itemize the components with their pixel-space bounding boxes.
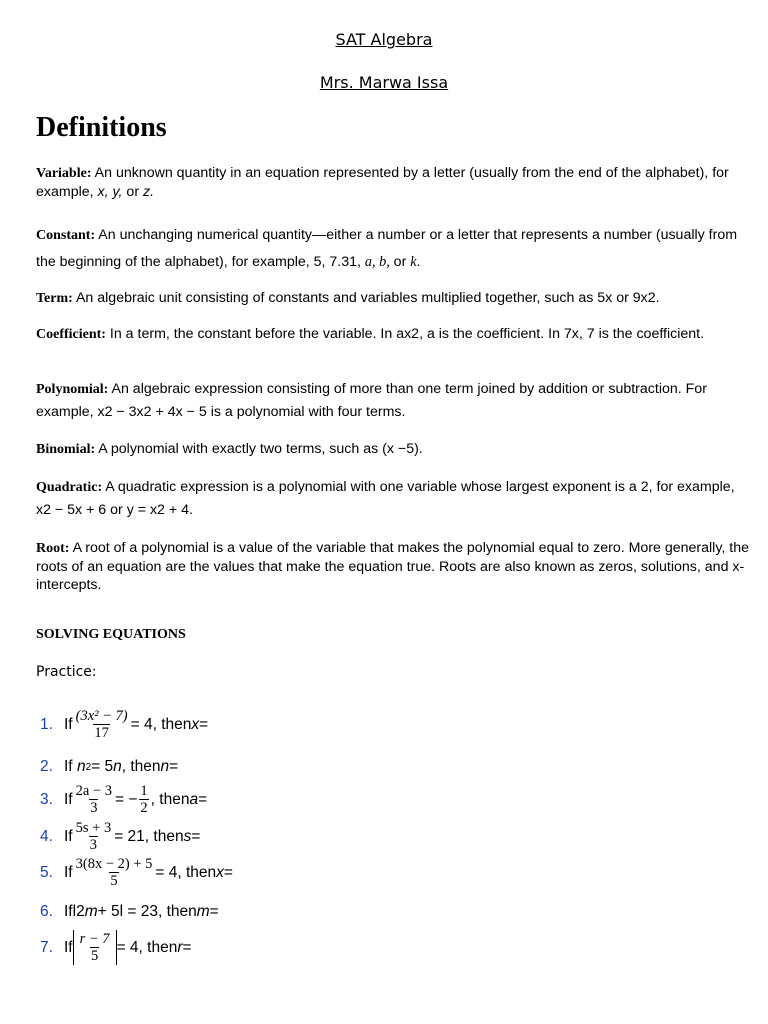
problem-number: 4. bbox=[40, 827, 53, 845]
practice-problem-2 bbox=[40, 758, 178, 776]
problem-variable: n bbox=[76, 758, 86, 775]
practice-problem-4 bbox=[40, 820, 200, 853]
problem-if: If bbox=[64, 938, 73, 956]
problem-variable: x bbox=[216, 863, 224, 881]
term-label: Coefficient: bbox=[36, 327, 106, 342]
fraction-denominator: 3 bbox=[89, 837, 98, 853]
problem-text: = 21, then bbox=[114, 827, 184, 845]
problem-text: = bbox=[199, 715, 209, 733]
definition-root bbox=[36, 539, 751, 594]
section-heading-solving-equations: SOLVING EQUATIONS bbox=[36, 627, 186, 642]
problem-text: = bbox=[191, 827, 201, 845]
term-label: Term: bbox=[36, 291, 73, 306]
fraction-denominator: 17 bbox=[94, 725, 109, 741]
problem-number: 1. bbox=[40, 715, 53, 733]
definition-polynomial bbox=[36, 378, 751, 424]
fraction-numerator: 1 bbox=[140, 783, 148, 799]
fraction-numerator: r − 7 bbox=[79, 931, 110, 947]
problem-variable: s bbox=[183, 827, 192, 845]
definition-example: x, y, bbox=[97, 184, 123, 200]
problem-variable: m bbox=[196, 903, 210, 920]
practice-problem-7 bbox=[40, 930, 192, 965]
problem-text: , then bbox=[121, 758, 161, 775]
section-heading-definitions: Definitions bbox=[36, 112, 167, 143]
problem-exponent: 2 bbox=[85, 761, 92, 773]
problem-variable: a bbox=[189, 790, 199, 808]
fraction bbox=[139, 783, 148, 816]
definition-text: A quadratic expression is a polynomial with one variable whose largest exponent is a 2, for example, x2 − 5x + 6 or y = x2 + 4. bbox=[36, 479, 735, 518]
problem-if: If bbox=[64, 903, 73, 920]
definition-example: a, b, bbox=[364, 254, 390, 270]
problem-text: = bbox=[209, 903, 219, 920]
practice-label: Practice: bbox=[36, 664, 97, 680]
definition-term bbox=[36, 289, 751, 308]
definition-binomial bbox=[36, 440, 751, 459]
problem-text: = bbox=[169, 758, 179, 775]
definition-coefficient bbox=[36, 325, 751, 344]
term-label: Constant: bbox=[36, 228, 96, 243]
problem-text: + 5l = 23, then bbox=[97, 903, 197, 920]
definition-text: or bbox=[122, 184, 143, 200]
fraction-denominator: 2 bbox=[140, 800, 148, 816]
fraction-denominator: 3 bbox=[90, 800, 98, 816]
definition-variable bbox=[36, 164, 751, 201]
problem-text: = bbox=[223, 863, 233, 881]
definition-text: A root of a polynomial is a value of the variable that makes the polynomial equal to zero. More generally, the roots of an equation are the values that make the equation true. Roots are also known as zeros, solutions, and x-intercepts. bbox=[36, 540, 749, 593]
definition-example: z. bbox=[142, 184, 155, 200]
author-name: Mrs. Marwa Issa bbox=[319, 73, 449, 92]
problem-number: 5. bbox=[40, 863, 53, 881]
term-label: Polynomial: bbox=[36, 382, 109, 397]
definition-text: An unknown quantity in an equation represented by a letter (usually from the end of the alphabet), for example, bbox=[36, 165, 729, 200]
definition-text: An algebraic unit consisting of constants and variables multiplied together, such as 5x or 9x2. bbox=[72, 290, 660, 306]
fraction bbox=[75, 783, 113, 816]
term-label: Root: bbox=[36, 541, 70, 556]
problem-variable: x bbox=[191, 715, 200, 733]
fraction bbox=[75, 708, 129, 741]
fraction bbox=[75, 820, 113, 853]
fraction-denominator: 5 bbox=[90, 948, 99, 964]
fraction-denominator: 5 bbox=[110, 873, 118, 889]
problem-text: , then bbox=[150, 790, 190, 808]
problem-if: If bbox=[64, 790, 73, 808]
problem-text: = bbox=[198, 790, 208, 808]
problem-text: l2 bbox=[72, 903, 85, 920]
problem-if: If bbox=[64, 758, 73, 775]
term-label: Quadratic: bbox=[36, 480, 103, 495]
definition-text: An unchanging numerical quantity—either a number or a letter that represents a number (usually from the beginning of the alphabet), for example, 5, 7.31, bbox=[36, 227, 738, 270]
problem-variable: n bbox=[160, 758, 170, 775]
fraction-numerator: 5s + 3 bbox=[75, 820, 112, 836]
document-title: SAT Algebra bbox=[335, 30, 433, 49]
fraction bbox=[75, 856, 154, 889]
definition-text: An algebraic expression consisting of more than one term joined by addition or subtraction. For example, x2 − 3x2 + 4x − 5 is a polynomial with four terms. bbox=[36, 381, 707, 420]
problem-variable: m bbox=[84, 903, 98, 920]
problem-variable: r bbox=[177, 938, 183, 956]
problem-number: 7. bbox=[40, 938, 53, 956]
definition-example: k bbox=[410, 254, 417, 270]
term-label: Variable: bbox=[36, 166, 92, 181]
fraction-numerator: 2a − 3 bbox=[75, 783, 112, 799]
problem-text: = − bbox=[115, 790, 138, 808]
fraction bbox=[79, 931, 111, 964]
problem-if: If bbox=[64, 827, 73, 845]
term-label: Binomial: bbox=[36, 442, 96, 457]
practice-problem-3 bbox=[40, 783, 207, 816]
fraction-numerator: (3x² − 7) bbox=[75, 708, 128, 724]
problem-text: = 4, then bbox=[155, 863, 217, 881]
problem-text: = 4, then bbox=[116, 938, 178, 956]
fraction-numerator: 3(8x − 2) + 5 bbox=[75, 856, 153, 872]
definition-text: or bbox=[389, 254, 411, 270]
practice-problem-5 bbox=[40, 856, 233, 889]
practice-problem-1 bbox=[40, 708, 208, 741]
definition-constant bbox=[36, 222, 751, 276]
problem-if: If bbox=[64, 863, 73, 881]
problem-text: = 5 bbox=[91, 758, 114, 775]
problem-number: 2. bbox=[40, 758, 53, 775]
problem-number: 6. bbox=[40, 903, 53, 920]
definition-text: . bbox=[416, 254, 421, 270]
definition-text: In a term, the constant before the variable. In ax2, a is the coefficient. In 7x, 7 is the coefficient. bbox=[105, 326, 705, 342]
problem-if: If bbox=[64, 715, 73, 733]
practice-problem-6 bbox=[40, 903, 219, 921]
definition-text: A polynomial with exactly two terms, such as (x −5). bbox=[95, 441, 423, 457]
problem-text: = bbox=[182, 938, 192, 956]
problem-text: = 4, then bbox=[130, 715, 192, 733]
absolute-value bbox=[73, 930, 117, 965]
problem-variable: n bbox=[113, 758, 122, 775]
definition-quadratic bbox=[36, 476, 751, 522]
problem-number: 3. bbox=[40, 790, 53, 808]
